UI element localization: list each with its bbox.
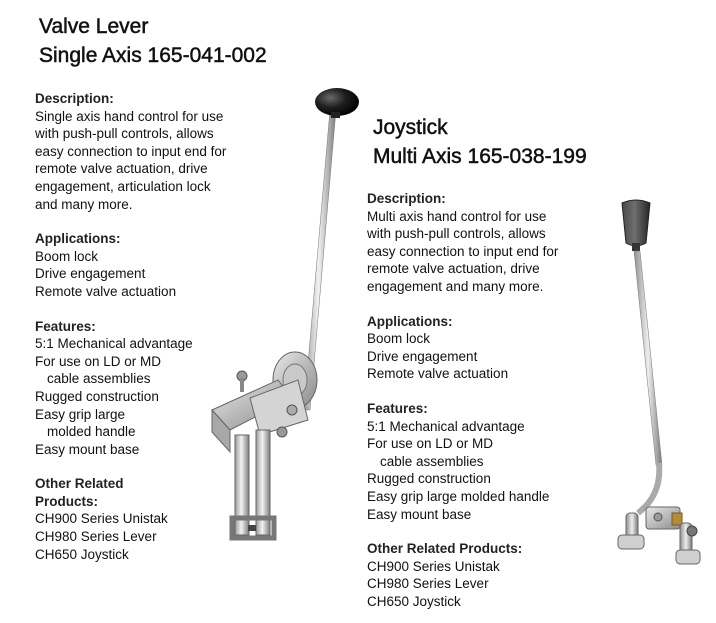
feature-item: For use on LD or MD bbox=[367, 436, 494, 452]
feature-item: molded handle bbox=[47, 424, 136, 440]
joystick-image bbox=[596, 195, 716, 585]
feature-item: Easy mount base bbox=[367, 506, 472, 522]
feature-item: For use on LD or MD bbox=[35, 353, 162, 369]
related-heading: Other Related bbox=[35, 476, 124, 492]
related-heading: Products: bbox=[35, 493, 99, 509]
feature-item: Rugged construction bbox=[35, 388, 159, 404]
description-line: remote valve actuation, drive bbox=[367, 261, 540, 277]
feature-item: Easy grip large bbox=[35, 406, 126, 422]
title-line-1: Joystick bbox=[373, 116, 448, 139]
title-line-2: Single Axis 165-041-002 bbox=[39, 44, 267, 67]
description-line: easy connection to input end for bbox=[367, 243, 559, 259]
related-product: CH900 Series Unistak bbox=[35, 511, 168, 527]
valve-lever-image bbox=[200, 80, 370, 560]
description-line: Multi axis hand control for use bbox=[367, 208, 547, 224]
feature-item: Easy mount base bbox=[35, 441, 140, 457]
application-item: Boom lock bbox=[35, 248, 99, 264]
description-line: engagement, articulation lock bbox=[35, 178, 211, 194]
valve-lever-title bbox=[39, 12, 267, 70]
application-item: Boom lock bbox=[367, 331, 431, 347]
feature-item: 5:1 Mechanical advantage bbox=[367, 418, 525, 434]
features-heading: Features: bbox=[367, 400, 428, 416]
description-line: with push-pull controls, allows bbox=[35, 126, 214, 142]
feature-item: cable assemblies bbox=[47, 371, 151, 387]
applications-heading: Applications: bbox=[35, 231, 121, 247]
related-product: CH980 Series Lever bbox=[35, 529, 157, 545]
description-line: engagement and many more. bbox=[367, 278, 544, 294]
description-line: Single axis hand control for use bbox=[35, 108, 224, 124]
feature-item: 5:1 Mechanical advantage bbox=[35, 336, 193, 352]
related-product: CH900 Series Unistak bbox=[367, 558, 500, 574]
application-item: Remote valve actuation bbox=[367, 366, 509, 382]
feature-item: Rugged construction bbox=[367, 471, 491, 487]
related-product: CH650 Joystick bbox=[35, 546, 129, 562]
application-item: Drive engagement bbox=[367, 348, 478, 364]
related-product: CH650 Joystick bbox=[367, 593, 461, 609]
feature-item: cable assemblies bbox=[380, 453, 484, 469]
feature-item: Easy grip large molded handle bbox=[367, 488, 550, 504]
description-line: easy connection to input end for bbox=[35, 143, 227, 159]
application-item: Drive engagement bbox=[35, 266, 146, 282]
related-product: CH980 Series Lever bbox=[367, 576, 489, 592]
description-heading: Description: bbox=[367, 191, 446, 206]
description-line: remote valve actuation, drive bbox=[35, 161, 208, 177]
description-line: with push-pull controls, allows bbox=[367, 226, 546, 242]
description-heading: Description: bbox=[35, 91, 114, 106]
title-line-2: Multi Axis 165-038-199 bbox=[373, 145, 587, 168]
title-line-1: Valve Lever bbox=[39, 15, 149, 38]
features-heading: Features: bbox=[35, 318, 96, 334]
applications-heading: Applications: bbox=[367, 313, 453, 329]
joystick-title bbox=[373, 113, 587, 171]
application-item: Remote valve actuation bbox=[35, 283, 177, 299]
joystick-details bbox=[367, 190, 617, 610]
related-heading: Other Related Products: bbox=[367, 541, 523, 557]
description-line: and many more. bbox=[35, 196, 133, 212]
